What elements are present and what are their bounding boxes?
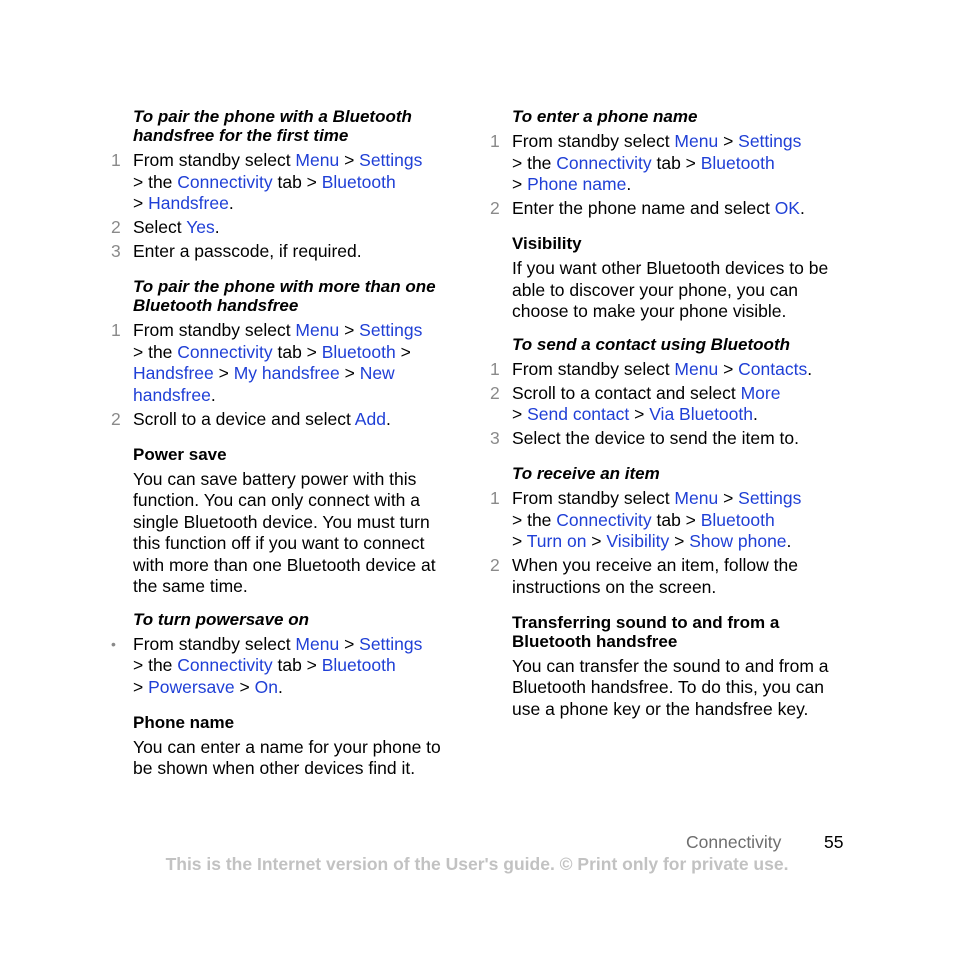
menu-link: Menu [295, 150, 340, 170]
powersave-link: Powersave [148, 676, 235, 697]
handsfree-link: Handsfree [148, 193, 229, 213]
step-item: 1 From standby select Menu > Settings > the Connectivity tab > Bluetooth > Handsfree. [111, 150, 423, 213]
page-number: 55 [824, 832, 844, 852]
connectivity-link: Connectivity [177, 171, 273, 192]
disclaimer: This is the Internet version of the User's guide. © Print only for private use. [165, 854, 789, 874]
step-item: • From standby select Menu > Settings > the Connectivity tab > Bluetooth > Powersave > On. [111, 633, 423, 697]
step-item: 2 When you receive an item, follow the instructions on the screen. [490, 555, 798, 597]
connectivity-link: Connectivity [556, 509, 652, 530]
bluetooth-link: Bluetooth [700, 509, 775, 530]
power-save-text: You can save battery power with this function. You can only connect with a single Bluetooth device. You must turn this function off if you want to connect with more than one Bluetooth device at the same time. [133, 468, 436, 596]
step-item: 2 Scroll to a contact and select More > Send contact > Via Bluetooth. [490, 382, 781, 424]
step-item: 1 From standby select Menu > Contacts. [490, 358, 813, 379]
settings-link: Settings [738, 488, 802, 508]
step-item: 2 Enter the phone name and select OK. [490, 198, 805, 218]
visibility-text: If you want other Bluetooth devices to be able to discover your phone, you can choose to make your phone visible. [512, 258, 829, 321]
via-bluetooth-link: Via Bluetooth [649, 404, 753, 424]
connectivity-link: Connectivity [177, 341, 273, 362]
footer-section-name: Connectivity [686, 832, 782, 852]
turn-on-link: Turn on [526, 531, 587, 551]
new-handsfree-link: New handsfree [133, 363, 395, 405]
yes-link: Yes [186, 217, 215, 237]
more-link: More [740, 382, 781, 403]
menu-link: Menu [674, 131, 719, 151]
heading-pair-more: To pair the phone with more than one Bluetooth handsfree [133, 277, 436, 315]
step-item: 3 Select the device to send the item to. [490, 428, 799, 448]
phone-name-text: You can enter a name for your phone to be shown when other devices find it. [133, 736, 441, 778]
step-item: 1 From standby select Menu > Settings > the Connectivity tab > Bluetooth > Turn on > Visibility > Show phone. [490, 488, 802, 551]
heading-enter-name: To enter a phone name [512, 107, 698, 126]
bullet-icon: • [111, 635, 116, 652]
step-item: 1 From standby select Menu > Settings > the Connectivity tab > Bluetooth > Handsfree > My handsfree > New handsfree. [111, 320, 423, 405]
contacts-link: Contacts [738, 358, 808, 379]
step-item: 2 Select Yes. [111, 217, 220, 237]
phone-name-link: Phone name [527, 174, 627, 194]
right-column [490, 107, 830, 720]
menu-link: Menu [674, 488, 719, 508]
connectivity-link: Connectivity [177, 655, 273, 675]
visibility-link: Visibility [606, 531, 670, 551]
connectivity-link: Connectivity [556, 152, 652, 173]
left-column [111, 107, 451, 780]
settings-link: Settings [738, 131, 802, 151]
send-contact-link: Send contact [527, 404, 630, 424]
handsfree-link: Handsfree [133, 363, 214, 383]
menu-link: Menu [674, 358, 719, 379]
add-link: Add [354, 408, 386, 429]
menu-link: Menu [295, 633, 340, 654]
bluetooth-link: Bluetooth [321, 171, 396, 192]
bluetooth-link: Bluetooth [321, 341, 396, 362]
transfer-text: You can transfer the sound to and from a Bluetooth handsfree. To do this, you can use a phone key or the handsfree key. [512, 655, 829, 719]
step-item: 3 Enter a passcode, if required. [111, 241, 362, 261]
heading-powersave-on: To turn powersave on [133, 609, 310, 629]
heading-power-save: Power save [133, 444, 227, 464]
ok-link: OK [774, 198, 800, 218]
heading-send-contact: To send a contact using Bluetooth [512, 334, 790, 354]
menu-link: Menu [295, 320, 340, 340]
heading-phone-name: Phone name [133, 712, 235, 732]
show-phone-link: Show phone [689, 531, 787, 551]
my-handsfree-link: My handsfree [233, 363, 340, 383]
heading-transfer: Transferring sound to and from a Bluetooth handsfree [512, 612, 780, 651]
settings-link: Settings [359, 320, 423, 340]
on-link: On [254, 676, 278, 697]
settings-link: Settings [359, 633, 423, 654]
bluetooth-link: Bluetooth [700, 152, 775, 173]
step-item: 2 Scroll to a device and select Add. [111, 408, 391, 429]
heading-visibility: Visibility [512, 234, 582, 253]
heading-receive: To receive an item [512, 464, 660, 483]
bluetooth-link: Bluetooth [321, 655, 396, 675]
settings-link: Settings [359, 150, 423, 170]
heading-pair-first: To pair the phone with a Bluetooth handsfree for the first time [133, 107, 412, 145]
step-item: 1 From standby select Menu > Settings > the Connectivity tab > Bluetooth > Phone name. [490, 131, 802, 194]
